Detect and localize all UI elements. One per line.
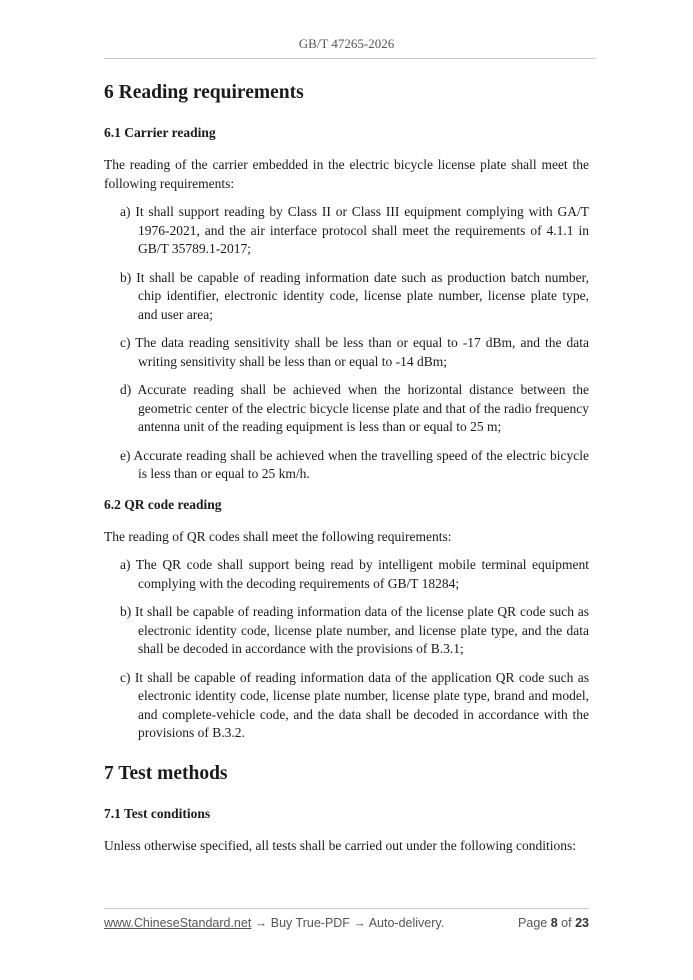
- footer-promo: [104, 916, 444, 930]
- clause-7-1-heading: 7.1 Test conditions: [104, 805, 211, 821]
- section-7-heading: 7 Test methods: [104, 762, 228, 784]
- page-body: [104, 80, 589, 855]
- page-of-label: of: [561, 916, 572, 930]
- clause-6-2-heading: 6.2 QR code reading: [104, 496, 222, 512]
- list-item: d) Accurate reading shall be achieved when the horizontal distance between the geometric center of the electric bicycle license plate and that of the radio frequency antenna unit of the reading equipment is less than or equal to 25 m;: [120, 382, 589, 434]
- list-item: b) It shall be capable of reading information data of the license plate QR code such as electronic identity code, license plate number, and license plate type, and the data shall be decoded in accordance with the provisions of B.3.1;: [120, 604, 589, 656]
- page-current: 8: [550, 916, 558, 930]
- clause-6-1-heading: 6.1 Carrier reading: [104, 125, 216, 140]
- website-link[interactable]: www.ChineseStandard.net: [104, 916, 252, 930]
- section-6-heading: 6 Reading requirements: [104, 82, 304, 103]
- page-footer: [104, 916, 589, 936]
- page-number: [518, 916, 589, 930]
- running-header: GB/T 47265-2026: [298, 36, 395, 51]
- page-label: Page: [518, 916, 548, 930]
- header-divider: [104, 58, 596, 59]
- list-item: a) It shall support reading by Class II or Class III equipment complying with GA/T 1976-2021, and the air interface protocol shall meet the requirements of 4.1.1 in GB/T 35789.1-2017;: [120, 204, 589, 256]
- list-item: b) It shall be capable of reading information date such as production batch number, chip identifier, electronic identity code, license plate number, license plate type, and user area;: [120, 269, 589, 322]
- page-total: 23: [575, 916, 589, 930]
- list-item: c) The data reading sensitivity shall be less than or equal to -17 dBm, and the data writing sensitivity shall be less than or equal to -14 dBm;: [120, 335, 589, 369]
- clause-6-1-intro: The reading of the carrier embedded in the electric bicycle license plate shall meet the following requirements:: [104, 157, 589, 191]
- list-item: c) It shall be capable of reading information data of the application QR code such as electronic identity code, license plate number, license plate type, brand and model, and complete-vehicle code, and the data shall be decoded in accordance with the provisions of B.3.2.: [120, 669, 589, 740]
- footer-tagline: → Buy True-PDF → Auto-delivery.: [251, 916, 445, 930]
- clause-6-2-intro: The reading of QR codes shall meet the following requirements:: [104, 528, 452, 544]
- list-item: e) Accurate reading shall be achieved when the travelling speed of the electric bicycle is less than or equal to 25 km/h.: [120, 447, 589, 481]
- list-item: a) The QR code shall support being read by intelligent mobile terminal equipment complying with the decoding requirements of GB/T 18284;: [120, 557, 589, 591]
- clause-7-1-intro: Unless otherwise specified, all tests shall be carried out under the following conditions:: [104, 837, 577, 853]
- footer-divider: [104, 908, 589, 909]
